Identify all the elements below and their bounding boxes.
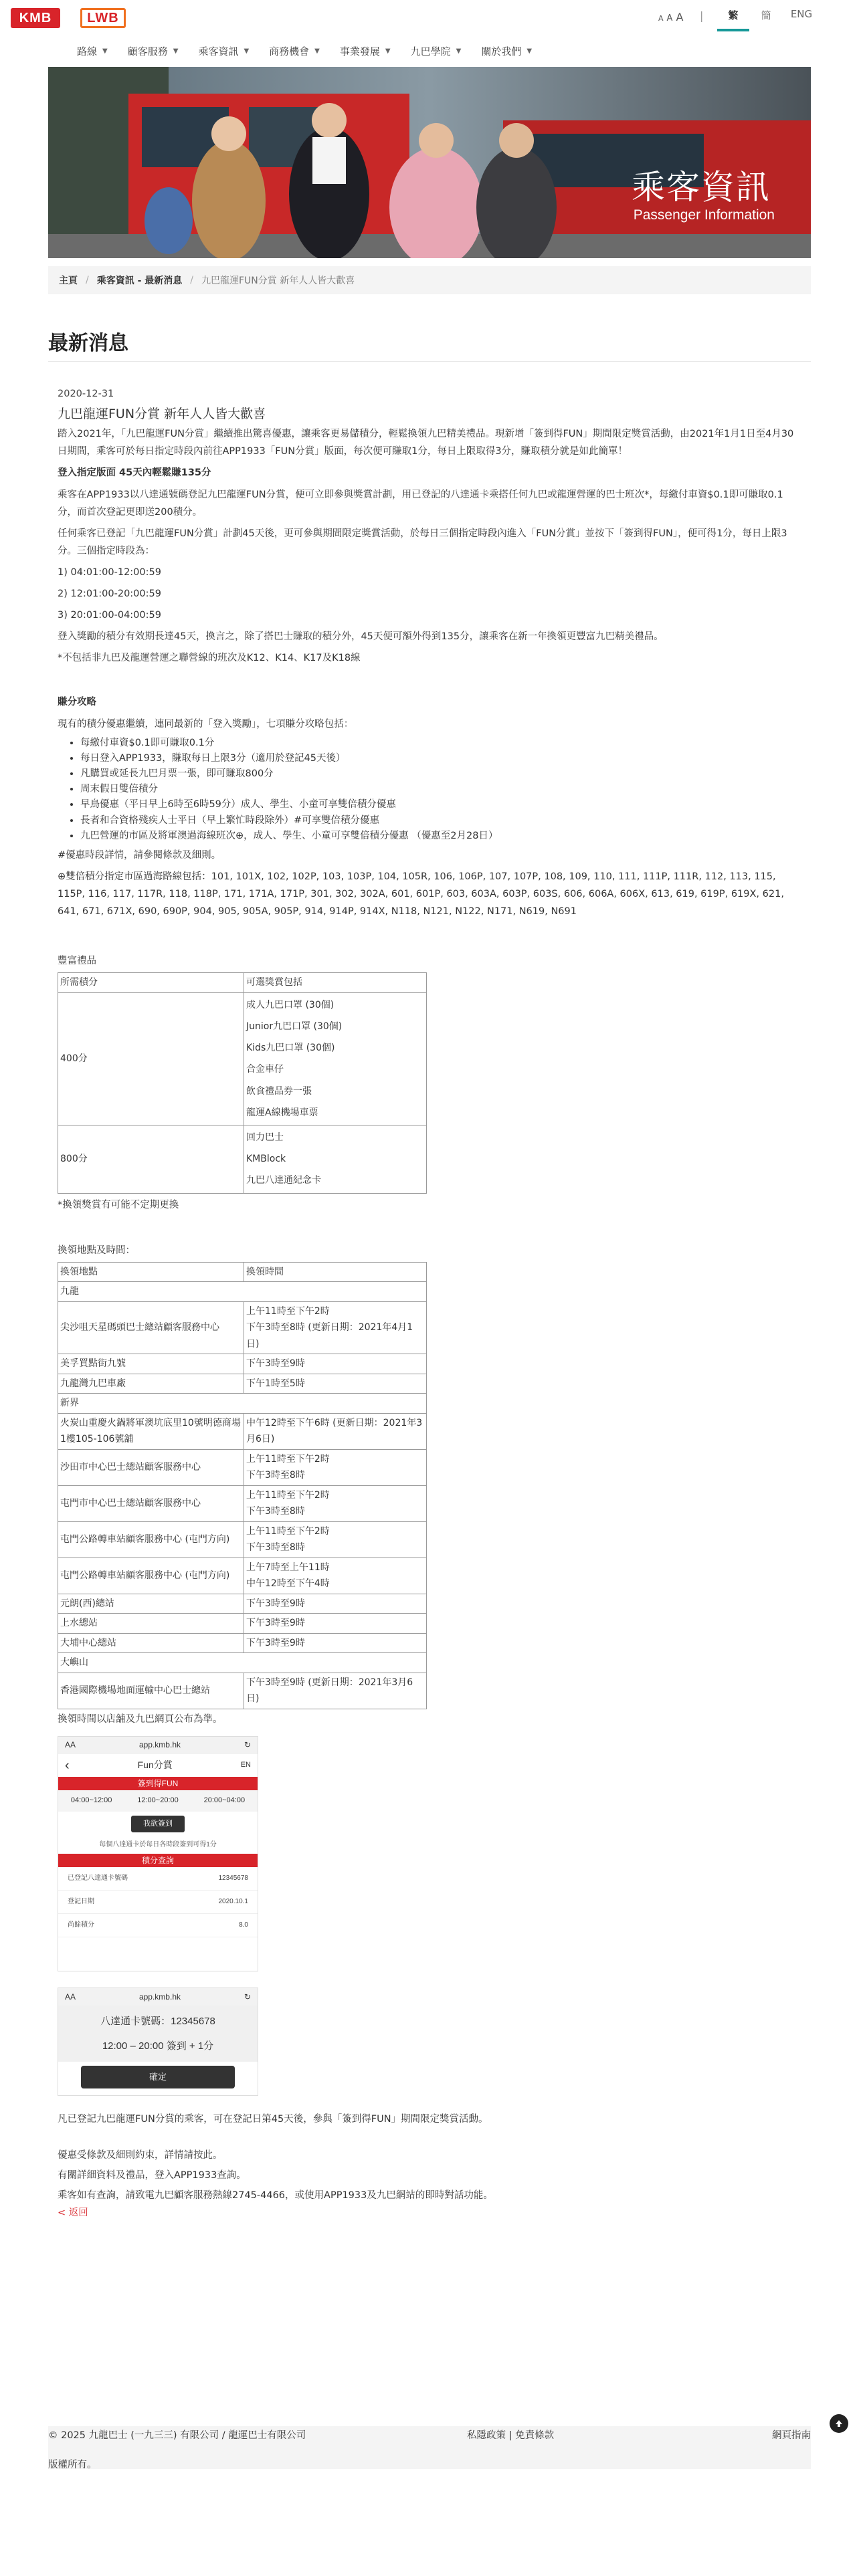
nav-customer-service[interactable] <box>128 44 179 58</box>
time-text: 上午11時至下午2時 <box>246 1305 330 1317</box>
list-item: • 每日登入APP1933，賺取每日上限3分（適用於登記45天後） <box>80 751 800 766</box>
kmb-logo[interactable]: KMB <box>11 8 60 28</box>
reward-item: 回力巴士 <box>246 1132 284 1143</box>
place-cell: 屯門公路轉車站顧客服務中心 (屯門方向) <box>58 1558 244 1594</box>
text-size-icon: AA <box>65 1740 76 1750</box>
time-cell: 下午3時至9時 (更新日期：2021年3月6日) <box>244 1673 427 1709</box>
app-slot-result: 12:00 – 20:00 簽到 + 1分 <box>58 2037 258 2062</box>
rewards-cell <box>244 992 427 1125</box>
table-header: 所需積分 <box>58 973 244 993</box>
paragraph: 登入獎勵的積分有效期長達45天，換言之，除了搭巴士賺取的積分外，45天便可額外得到135分，讓乘客在新一年換領更豐富九巴精美禮品。 <box>58 631 664 643</box>
nav-label: 顧客服務 <box>127 45 168 58</box>
table-row <box>58 1301 427 1354</box>
table-header: 換領地點 <box>58 1262 244 1282</box>
list-item: • 每繳付車資$0.1即可賺取0.1分 <box>80 736 800 751</box>
earn-list <box>80 736 800 844</box>
paragraph: 乘客在APP1933以八達通號碼登記九巴龍運FUN分賞，便可立即參與獎賞計劃，用已登記的八達通卡乘搭任何九巴或龍運營運的巴士班次*，每繳付車資$0.1即可賺取0.1分，而首次登記更即送200積分。 <box>58 489 783 518</box>
time-slot: 2) 12:01:00-20:00:59 <box>58 588 161 600</box>
reward-item: 飲食禮品券一張 <box>246 1085 312 1097</box>
section-title: 賺分攻略 <box>58 697 96 708</box>
footer-links[interactable]: 私隱政策 | 免責條款 <box>467 2430 555 2441</box>
app-row <box>58 1867 258 1891</box>
main-nav <box>77 33 859 68</box>
list-item: • 周末假日雙倍積分 <box>80 782 800 797</box>
place-cell: 元朗(西)總站 <box>58 1594 244 1614</box>
table-row <box>58 1594 427 1614</box>
app-banner: 簽到得FUN <box>58 1777 258 1790</box>
sitemap-link[interactable]: 網頁指南 <box>772 2430 811 2441</box>
table-row <box>58 1449 427 1485</box>
banner-subtitle: Passenger Information <box>633 207 775 223</box>
time-slot: 3) 20:01:00-04:00:59 <box>58 610 161 621</box>
table-row <box>58 1673 427 1709</box>
app-row-value: 8.0 <box>239 1921 248 1929</box>
table-row <box>58 1262 427 1282</box>
reward-item: Kids九巴口罩 (30個) <box>246 1043 335 1054</box>
region-row <box>58 1282 427 1302</box>
app-card-number: 八達通卡號碼：12345678 <box>58 2006 258 2037</box>
list-item: • 早鳥優惠（平日早上6時至6時59分）成人、學生、小童可享雙倍積分優惠 <box>80 797 800 813</box>
region-cell: 新界 <box>58 1394 427 1414</box>
nav-label: 商務機會 <box>269 45 310 58</box>
time-cell <box>244 1449 427 1485</box>
time-text: 上午7時至上午11時 <box>246 1562 330 1573</box>
time-slot: 12:00~20:00 <box>137 1796 179 1804</box>
nav-label: 乘客資訊 <box>198 45 239 58</box>
chevron-down-icon: ▼ <box>244 47 250 55</box>
table-row <box>58 1521 427 1558</box>
gifts-table <box>58 972 427 1193</box>
chevron-down-icon: ▼ <box>102 47 108 55</box>
app-row-label: 尚餘積分 <box>68 1921 94 1929</box>
breadcrumb <box>48 266 811 294</box>
app-lang: EN <box>240 1760 251 1769</box>
time-text: 下午3時至8時 <box>246 1542 305 1553</box>
nav-label: 路線 <box>77 45 98 58</box>
chevron-down-icon: ▼ <box>456 47 462 55</box>
rights-reserved: 版權所有。 <box>48 2460 97 2470</box>
place-cell: 大埔中心總站 <box>58 1633 244 1653</box>
lang-traditional[interactable]: 繁 <box>717 8 749 31</box>
article-intro: 踏入2021年，「九巴龍運FUN分賞」繼續推出驚喜優惠，讓乘客更易儲積分，輕鬆換領九巴精美禮品。現新增「簽到得FUN」期間限定獎賞活動，由2021年1月1日至4月30日期間，乘客可於每日指定時段內前往APP1933「FUN分賞」版面，每次便可賺取1分，每日上限取得3分，賺取積分就是如此簡單！ <box>58 429 794 457</box>
table-row <box>58 1614 427 1634</box>
region-row <box>58 1653 427 1673</box>
place-cell: 沙田市中心巴士總站顧客服務中心 <box>58 1449 244 1485</box>
table-row <box>58 1633 427 1653</box>
paragraph: 有關詳細資料及禮品，登入APP1933查詢。 <box>58 2170 246 2181</box>
app-title: Fun分賞 <box>137 1759 173 1771</box>
time-cell <box>244 1521 427 1558</box>
app-screenshot-1 <box>58 1736 258 1972</box>
paragraph: 乘客如有查詢，請致電九巴顧客服務熱線2745-4466，或使用APP1933及九巴網站的即時對話功能。 <box>58 2190 493 2202</box>
page-title: 最新消息 <box>48 332 128 355</box>
points-cell: 800分 <box>58 1125 244 1194</box>
reward-item: Junior九巴口罩 (30個) <box>246 1021 343 1033</box>
app-row-value: 12345678 <box>218 1874 248 1883</box>
app-header <box>58 1754 258 1777</box>
app-row-label: 已登記八達通卡號碼 <box>68 1874 128 1883</box>
time-text: 中午12時至下午4時 <box>246 1578 330 1590</box>
back-icon: ‹ <box>65 1757 70 1773</box>
section-title: 豐富禮品 <box>58 956 96 967</box>
region-row <box>58 1394 427 1414</box>
table-row <box>58 1485 427 1521</box>
table-row <box>58 973 427 993</box>
section-title: 換領地點及時間： <box>58 1245 135 1256</box>
table-row <box>58 1354 427 1374</box>
list-item: • 長者和合資格殘疾人士平日（早上繁忙時段除外）#可享雙倍積分優惠 <box>80 813 800 829</box>
rewards-cell <box>244 1125 427 1194</box>
list-item: • 凡購買或延長九巴月票一張，即可賺取800分 <box>80 766 800 782</box>
time-slot: 1) 04:01:00-12:00:59 <box>58 566 161 578</box>
app-spacer <box>58 1937 258 1971</box>
copyright: © 2025 九龍巴士 (一九三三) 有限公司 / 龍運巴士有限公司 <box>48 2430 306 2441</box>
time-cell <box>244 1301 427 1354</box>
arrow-up-icon <box>834 2419 844 2428</box>
time-text: 下午3時至8時 <box>246 1470 305 1481</box>
nav-development[interactable] <box>340 44 391 58</box>
time-text: 上午11時至下午2時 <box>246 1489 330 1501</box>
footnote: #優惠時段詳情，請參閱條款及細則。 <box>58 849 221 861</box>
banner-title: 乘客資訊 <box>632 168 771 207</box>
region-cell: 大嶼山 <box>58 1653 427 1673</box>
reload-icon: ↻ <box>244 1992 251 2002</box>
app-row <box>58 1914 258 1937</box>
font-size-medium[interactable]: A <box>666 13 673 23</box>
app-row-label: 登記日期 <box>68 1898 94 1906</box>
article <box>58 385 800 2222</box>
breadcrumb-separator: / <box>86 275 89 286</box>
nav-label: 關於我們 <box>481 45 522 58</box>
place-cell: 九龍灣九巴車廠 <box>58 1374 244 1394</box>
chevron-down-icon: ▼ <box>385 47 391 55</box>
breadcrumb-current: 九巴龍運FUN分賞 新年人人皆大歡喜 <box>201 276 355 286</box>
breadcrumb-section[interactable]: 乘客資訊 - 最新消息 <box>96 276 183 286</box>
reward-item: 九巴八達通紀念卡 <box>246 1175 321 1186</box>
back-to-top-button[interactable] <box>830 2414 848 2433</box>
place-cell: 上水總站 <box>58 1614 244 1634</box>
time-text: 下午3時至8時 <box>246 1506 305 1517</box>
reward-item: 成人九巴口罩 (30個) <box>246 999 335 1010</box>
time-cell: 下午3時至9時 <box>244 1594 427 1614</box>
time-cell: 下午3時至9時 <box>244 1633 427 1653</box>
table-header: 可選獎賞包括 <box>244 973 427 993</box>
time-text: 上午11時至下午2時 <box>246 1525 330 1537</box>
time-cell: 下午3時至9時 <box>244 1354 427 1374</box>
font-size-small[interactable]: A <box>658 14 664 23</box>
place-cell: 屯門市中心巴士總站顧客服務中心 <box>58 1485 244 1521</box>
lang-simplified[interactable]: 簡 <box>761 9 771 21</box>
place-cell: 美孚買點街九號 <box>58 1354 244 1374</box>
app-row <box>58 1891 258 1914</box>
nav-academy[interactable] <box>411 44 462 58</box>
place-cell: 香港國際機場地面運輸中心巴士總站 <box>58 1673 244 1709</box>
paragraph: 現有的積分優惠繼續，連同最新的「登入獎勵」，七項賺分攻略包括： <box>58 718 354 730</box>
footnote: 換領時間以店舖及九巴網頁公布為準。 <box>58 1713 223 1725</box>
nav-label: 事業發展 <box>339 45 380 58</box>
hero-banner <box>48 67 811 258</box>
browser-bar <box>58 1988 258 2006</box>
place-cell: 尖沙咀天星碼頭巴士總站顧客服務中心 <box>58 1301 244 1354</box>
chevron-down-icon: ▼ <box>314 47 320 55</box>
app-time-slots <box>58 1790 258 1812</box>
divider <box>48 361 811 362</box>
nav-routes[interactable] <box>77 44 108 58</box>
app-note: 每個八達通卡於每日各時段簽到可得1分 <box>99 1841 217 1849</box>
nav-label: 九巴學院 <box>410 45 451 58</box>
reward-item: KMBlock <box>246 1154 286 1165</box>
time-cell: 下午3時至9時 <box>244 1614 427 1634</box>
time-text: 下午3時至8時 (更新日期：2021年4月1日) <box>246 1322 413 1350</box>
table-row <box>58 1413 427 1449</box>
section-title: 登入指定版面 45天內輕鬆賺135分 <box>58 467 211 479</box>
app-row-value: 2020.10.1 <box>218 1898 248 1906</box>
footnote: *換領獎賞有可能不定期更換 <box>58 1199 179 1210</box>
font-size-switcher <box>658 11 683 23</box>
top-bar <box>0 0 859 33</box>
table-row <box>58 1558 427 1594</box>
lang-english[interactable]: ENG <box>790 8 813 20</box>
table-header: 換領時間 <box>244 1262 427 1282</box>
time-slot: 20:00~04:00 <box>203 1796 246 1804</box>
paragraph[interactable]: 優惠受條款及細則約束，詳情請按此。 <box>58 2149 223 2161</box>
app-section: 積分查詢 <box>58 1854 258 1867</box>
table-row <box>58 1125 427 1194</box>
nav-about[interactable] <box>481 44 532 58</box>
back-link[interactable]: < 返回 <box>58 2208 88 2219</box>
chevron-down-icon: ▼ <box>173 47 179 55</box>
region-cell: 九龍 <box>58 1282 427 1302</box>
paragraph: 凡已登記九巴龍運FUN分賞的乘客，可在登記日第45天後，參與「簽到得FUN」期間限定獎賞活動。 <box>58 2113 488 2125</box>
table-row <box>58 992 427 1125</box>
redeem-table <box>58 1262 427 1709</box>
place-cell: 屯門公路轉車站顧客服務中心 (屯門方向) <box>58 1521 244 1558</box>
list-item: • 九巴營運的市區及將軍澳過海線班次⊕，成人、學生、小童可享雙倍積分優惠 （優惠至2月28日） <box>80 829 800 844</box>
nav-passenger-info[interactable] <box>198 44 249 58</box>
font-size-large[interactable]: A <box>676 11 684 23</box>
app-signin-button: 我欲簽到 <box>131 1816 185 1833</box>
footnote: *不包括非九巴及龍運營運之聯營線的班次及K12、K14、K17及K18線 <box>58 653 361 664</box>
browser-bar <box>58 1737 258 1754</box>
article-date: 2020-12-31 <box>58 389 114 399</box>
browser-url: app.kmb.hk <box>138 1992 181 2002</box>
paragraph: 任何乘客已登記「九巴龍運FUN分賞」計劃45天後，更可參與期間限定獎賞活動，於每日三個指定時段內進入「FUN分賞」並按下「簽到得FUN」，便可得1分，每日上限3分。三個指定時段為： <box>58 528 787 556</box>
article-headline: 九巴龍運FUN分賞 新年人人皆大歡喜 <box>58 407 266 422</box>
breadcrumb-home[interactable]: 主頁 <box>59 276 78 286</box>
time-cell: 下午1時至5時 <box>244 1374 427 1394</box>
reward-item: 合金車仔 <box>246 1064 284 1075</box>
reload-icon: ↻ <box>244 1740 251 1750</box>
chevron-down-icon: ▼ <box>527 47 533 55</box>
browser-url: app.kmb.hk <box>138 1740 181 1750</box>
nav-business[interactable] <box>269 44 320 58</box>
text-size-icon: AA <box>65 1992 76 2002</box>
reward-item: 龍運A線機場車票 <box>246 1107 318 1118</box>
lang-separator: | <box>700 9 704 22</box>
time-cell: 中午12時至下午6時 (更新日期：2021年3月6日) <box>244 1413 427 1449</box>
app-screenshot-2 <box>58 1988 258 2095</box>
lwb-logo[interactable]: LWB <box>80 8 126 28</box>
time-text: 上午11時至下午2時 <box>246 1453 330 1465</box>
table-row <box>58 1374 427 1394</box>
points-cell: 400分 <box>58 992 244 1125</box>
time-cell <box>244 1558 427 1594</box>
time-cell <box>244 1485 427 1521</box>
footer <box>48 2426 811 2469</box>
route-list: ⊕雙倍積分指定市區過海路線包括：101, 101X, 102, 102P, 103, 103P, 104, 105R, 106, 106P, 107, 107P, 108, 109, 110, 111, 111P, 111R, 112, 113, 115, 115P, 116, 117, 117R, 118, 118P, 171, 171A, 171P, 301, 302, 302A, 601, 601P, 603, 603A, 603P, 603S, 606, 606A, 606X, 613, 619, 619P, 619X, 621, 641, 671, 671X, 690, 690P, 904, 905, 905A, 905P, 914, 914P, 914X, N118, N121, N122, N171, N619, N691 <box>58 871 784 918</box>
place-cell: 火炭山重慶火鍋將軍澳坑底里10號明德商場1樓105-106號舖 <box>58 1413 244 1449</box>
app-confirm-button: 確定 <box>81 2066 235 2088</box>
time-slot: 04:00~12:00 <box>70 1796 112 1804</box>
breadcrumb-separator: / <box>190 275 193 286</box>
